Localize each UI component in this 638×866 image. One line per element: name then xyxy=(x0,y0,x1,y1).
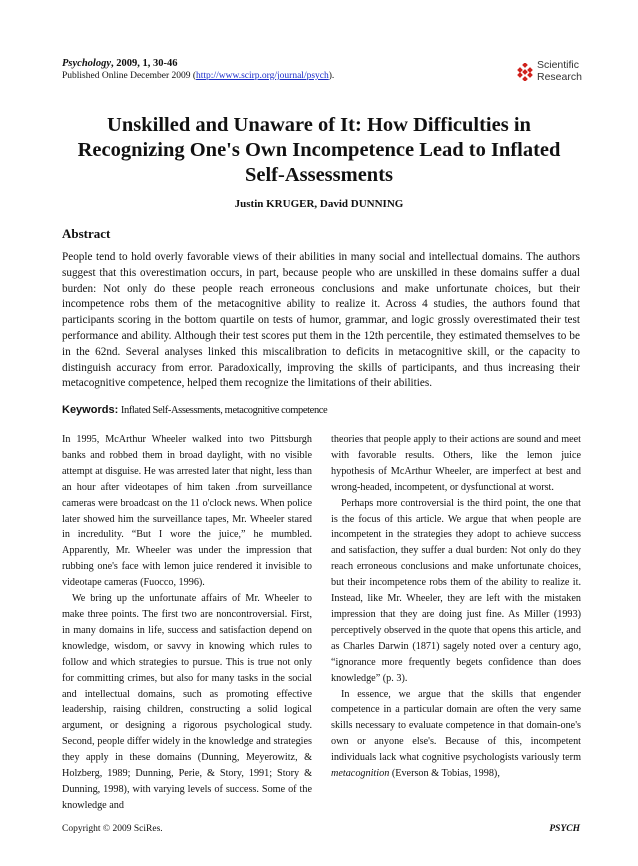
published-prefix: Published Online December 2009 ( xyxy=(62,71,197,81)
emphasis-metacognition: metacognition xyxy=(331,768,390,780)
journal-header xyxy=(62,57,582,83)
copyright-notice: Copyright © 2009 SciRes. xyxy=(62,824,163,834)
logo-text-line1: Scientific xyxy=(537,59,580,71)
journal-citation xyxy=(62,57,582,70)
abstract-heading: Abstract xyxy=(62,226,111,241)
keywords-text: Inflated Self-Assessments, metacognitive competence xyxy=(120,405,328,416)
journal-name: Psychology xyxy=(62,58,111,69)
keywords-label: Keywords: xyxy=(62,404,119,416)
paragraph-text: In essence, we argue that the skills that engender competence in a particular domain are often the very same skills necessary to evaluate competence in that domain-one's own or anyone else's. Because of this, incompetent individuals lack what cognitive psychologists variously term xyxy=(331,688,581,764)
body-column-left xyxy=(62,432,312,814)
journal-url-link[interactable]: http://www.scirp.org/journal/psych xyxy=(196,71,329,81)
publication-line xyxy=(62,70,582,83)
paper-authors: Justin KRUGER, David DUNNING xyxy=(234,198,404,210)
logo-text-line2: Research xyxy=(537,71,582,83)
journal-abbrev: PSYCH xyxy=(549,824,580,834)
published-suffix: ). xyxy=(328,71,335,81)
keywords xyxy=(62,404,327,416)
paragraph xyxy=(331,687,581,782)
paragraph: Perhaps more controversial is the third point, the one that is the focus of this article. We argue that when people are incompetent in the strategies they adopt to achieve success and satisfaction, they suffer a dual burden: Not only do they reach erroneous conclusions and make unfortunate choices, but their incompetence robs them of the ability to realize it. Instead, like Mr. Wheeler, they are left with the mistaken impression that they are doing just fine. As Miller (1993) perceptively observed in the quote that opens this article, and as Charles Darwin (1871) sagely noted over a century ago, “ignorance more frequently begets confidence than does knowledge” (p. 3). xyxy=(331,497,581,684)
paragraph-text-end: (Everson & Tobias, 1998), xyxy=(389,768,500,780)
journal-volume: , 2009, 1, 30-46 xyxy=(111,58,178,69)
paper-title: Unskilled and Unaware of It: How Difficulties in Recognizing One's Own Incompetence Lead to Inflated Self-Assessments xyxy=(77,114,561,186)
paragraph: In 1995, McArthur Wheeler walked into two Pittsburgh banks and robbed them in broad daylight, with no visible attempt at disguise. He was arrested later that night, less than an hour after videotapes of him taken .from surveillance cameras were broadcast on the 11 o'clock news. When police later showed him the surveillance tapes, Mr. Wheeler stared in incredulity. “But I wore the juice,” he mumbled. Apparently, Mr. Wheeler was under the impression that rubbing one's face with lemon juice rendered it invisible to videotape cameras (Fuocco, 1996). xyxy=(62,434,312,589)
abstract-text: People tend to hold overly favorable views of their abilities in many social and intellectual domains. The authors suggest that this overestimation occurs, in part, because people who are unskilled in these domains suffer a dual burden: Not only do these people reach erroneous conclusions and make unfortunate choices, but their incompetence robs them of the metacognitive ability to realize it. Across 4 studies, the authors found that participants scoring in the bottom quartile on tests of humor, grammar, and logic grossly overestimated their test performance and ability. Although their test scores put them in the 12th percentile, they estimated themselves to be in the 62nd. Several analyses linked this miscalibration to deficits in metacognitive skill, or the capacity to distinguish accuracy from error. Paradoxically, improving the skills of participants, and thus increasing their metacognitive competence, helped them recognize the limitations of their abilities. xyxy=(62,251,580,390)
paragraph: We bring up the unfortunate affairs of Mr. Wheeler to make three points. The first two are noncontroversial. First, in many domains in life, success and satisfaction depend on knowledge, wisdom, or savvy in knowing which rules to follow and which strategies to pursue. This is true not only for committing crimes, but also for many tasks in the social and intellectual domains, such as promoting effective leadership, raising children, constructing a solid logical argument, or designing a rigorous psychological study. Second, people differ widely in the knowledge and strategies they apply in these domains (Dunning, Meyerowitz, & Holzberg, 1989; Dunning, Perie, & Story, 1991; Story & Dunning, 1998), with varying levels of success. Some of the knowledge and xyxy=(62,593,312,811)
scientific-research-logo xyxy=(516,57,588,87)
body-column-right xyxy=(331,432,581,782)
paragraph: theories that people apply to their actions are sound and meet with favorable results. Others, like the lemon juice hypothesis of McArthur Wheeler, are imperfect at best and wrong-headed, incompetent, or dysfunctional at worst. xyxy=(331,434,581,493)
logo-dots-icon xyxy=(516,63,534,81)
